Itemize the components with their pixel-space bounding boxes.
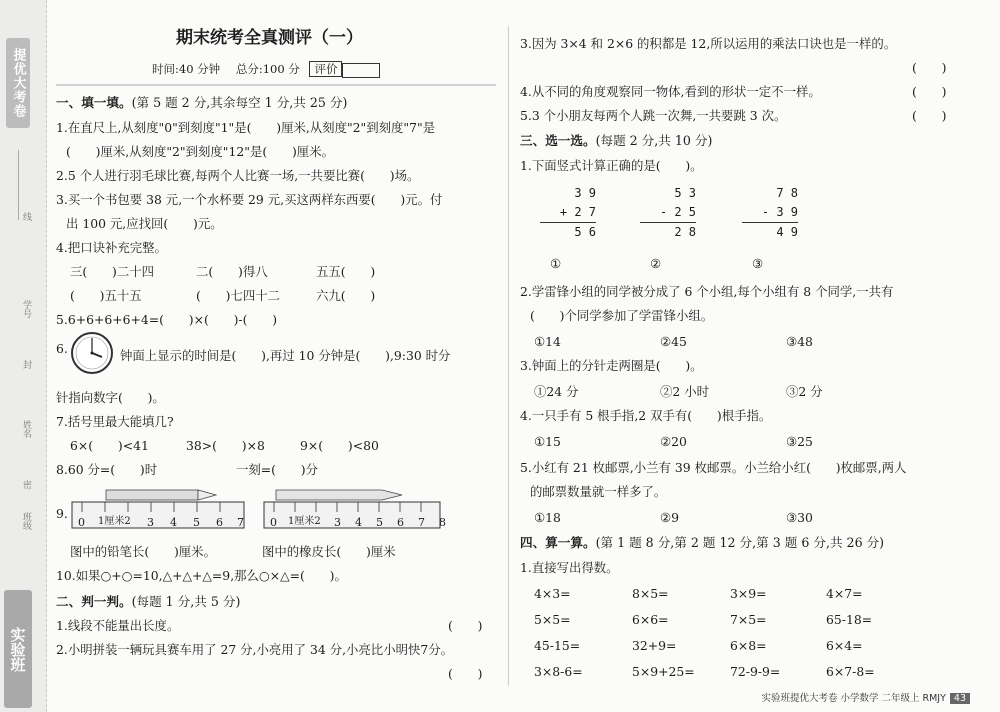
exam-total: 总分:100 分	[235, 62, 300, 76]
option-marker[interactable]: ②	[650, 256, 662, 271]
vc-result: 4 9	[776, 225, 798, 240]
ruler-tick-label: 6	[216, 516, 223, 529]
ruler-tick-label: 8	[439, 516, 446, 529]
ruler-tick-label: 4	[170, 516, 177, 529]
section-2-heading	[56, 594, 240, 610]
vc-top: 3 9	[574, 186, 596, 200]
q6-number: 6.	[56, 341, 68, 356]
ruler-tick-label: 0	[270, 516, 277, 529]
column-divider	[508, 26, 509, 686]
choice-5a: 5.小红有 21 枚邮票,小兰有 39 枚邮票。小兰给小红( )枚邮票,两人	[520, 460, 907, 475]
strip-label-class: 班级	[21, 512, 31, 530]
question-1b: ( )厘米,从刻度"2"到刻度"12"是( )厘米。	[66, 144, 334, 159]
choice-3: 3.钟面上的分针走两圈是( )。	[520, 358, 703, 373]
brand-logo-top: 提优大考卷	[6, 38, 30, 128]
calc-item: 5×5=	[534, 612, 571, 627]
strip-label-secret: 密	[21, 480, 31, 489]
ruler-tick-label: 6	[397, 516, 404, 529]
calc-item: 6×4=	[826, 638, 863, 653]
question-3b: 出 100 元,应找回( )元。	[66, 216, 223, 231]
calc-instruction: 1.直接写出得数。	[520, 560, 619, 575]
ruler-tick-label: 7	[237, 516, 244, 529]
calc-item: 6×7-8=	[826, 664, 875, 679]
strip-line	[18, 150, 19, 220]
option[interactable]: ②20	[660, 434, 687, 449]
ruler-tick-label: 1厘米2	[98, 516, 131, 527]
question-2: 2.5 个人进行羽毛球比赛,每两个人比赛一场,一共要比赛( )场。	[56, 168, 420, 183]
option[interactable]: ②2 小时	[660, 384, 709, 399]
section-4-heading	[520, 535, 884, 551]
rating-box[interactable]	[342, 63, 380, 78]
question-10: 10.如果○+○=10,△+△+△=9,那么○×△=( )。	[56, 568, 347, 583]
ruler-tick-label: 3	[147, 516, 154, 529]
strip-label-name: 姓名	[21, 420, 31, 438]
judge-3: 3.因为 3×4 和 2×6 的积都是 12,所以运用的乘法口诀也是一样的。	[520, 36, 897, 51]
ruler-tick-label: 5	[193, 516, 200, 529]
ruler-tick-label: 5	[376, 516, 383, 529]
ruler-tick-label: 1厘米2	[288, 516, 321, 527]
question-6a: 钟面上显示的时间是( ),再过 10 分钟是( ),9:30 时分	[120, 348, 451, 363]
question-9a: 图中的铅笔长( )厘米。	[70, 544, 216, 559]
q7-item: 6×( )<41	[70, 438, 149, 453]
page-footer	[761, 690, 970, 704]
q4-item: 六九( )	[316, 288, 376, 303]
section-2-title: 二、判一判。	[56, 594, 132, 609]
judge-2: 2.小明拼装一辆玩具赛车用了 27 分,小亮用了 34 分,小亮比小明快7分。	[56, 642, 454, 657]
option[interactable]: ①14	[534, 334, 561, 349]
question-6b: 针指向数字( )。	[56, 390, 165, 405]
clock-icon	[70, 331, 114, 375]
q4-item: 三( )二十四	[70, 264, 155, 279]
option[interactable]: ①24 分	[534, 384, 579, 399]
page-number: 43	[950, 693, 970, 704]
calc-item: 72-9-9=	[730, 664, 781, 679]
choice-2a: 2.学雷锋小组的同学被分成了 6 个小组,每个小组有 8 个同学,一共有	[520, 284, 894, 299]
section-1-heading	[56, 95, 347, 111]
exam-meta	[152, 61, 380, 78]
vc-mid: - 3 9	[761, 205, 798, 220]
q4-item: ( )七四十二	[196, 288, 281, 303]
judge-1: 1.线段不能量出长度。	[56, 618, 180, 633]
answer-paren[interactable]: ( )	[912, 108, 947, 123]
calc-item: 6×8=	[730, 638, 767, 653]
answer-paren[interactable]: ( )	[448, 618, 483, 633]
option[interactable]: ③30	[786, 510, 813, 525]
vertical-calc-3	[742, 184, 798, 243]
choice-4: 4.一只手有 5 根手指,2 双手有( )根手指。	[520, 408, 772, 423]
calc-item: 3×8-6=	[534, 664, 583, 679]
calc-item: 65-18=	[826, 612, 873, 627]
vc-mid: + 2 7	[559, 205, 596, 220]
answer-paren[interactable]: ( )	[912, 84, 947, 99]
binding-strip	[0, 0, 47, 712]
q4-item: 五五( )	[316, 264, 376, 279]
option-marker[interactable]: ③	[752, 256, 764, 271]
option-marker[interactable]: ①	[550, 256, 562, 271]
vc-result: 5 6	[574, 225, 596, 240]
q9-number: 9.	[56, 506, 68, 521]
question-9b: 图中的橡皮长( )厘米	[262, 544, 396, 559]
option[interactable]: ③2 分	[786, 384, 823, 399]
calc-item: 4×3=	[534, 586, 571, 601]
calc-item: 6×6=	[632, 612, 669, 627]
choice-2b: ( )个同学参加了学雷锋小组。	[530, 308, 714, 323]
section-4-title: 四、算一算。	[520, 535, 596, 550]
question-1a: 1.在直尺上,从刻度"0"到刻度"1"是( )厘米,从刻度"2"到刻度"7"是	[56, 120, 436, 135]
q4-item: ( )五十五	[70, 288, 142, 303]
answer-paren[interactable]: ( )	[912, 60, 947, 75]
section-3-heading	[520, 133, 712, 149]
judge-5: 5.3 个小朋友每两个人跳一次舞,一共要跳 3 次。	[520, 108, 787, 123]
brand-logo-bottom: 实验班	[4, 590, 32, 708]
strip-label-number: 学号	[21, 300, 31, 318]
question-8b: 一刻=( )分	[236, 462, 319, 477]
question-3a: 3.买一个书包要 38 元,一个水杯要 29 元,买这两样东西要( )元。付	[56, 192, 443, 207]
judge-4: 4.从不同的角度观察同一物体,看到的形状一定不一样。	[520, 84, 821, 99]
answer-paren[interactable]: ( )	[448, 666, 483, 681]
choice-5b: 的邮票数量就一样多了。	[530, 484, 667, 499]
option[interactable]: ②9	[660, 510, 679, 525]
question-5: 5.6+6+6+6+4=( )×( )-( )	[56, 312, 278, 327]
vc-top: 7 8	[776, 186, 798, 200]
footer-text: 实验班提优大考卷 小学数学 二年级上 RMJY	[761, 693, 946, 704]
section-1-note: (第 5 题 2 分,其余每空 1 分,共 25 分)	[131, 95, 348, 110]
ruler-tick-label: 4	[355, 516, 362, 529]
strip-label-seal: 封	[21, 360, 31, 369]
option[interactable]: ②45	[660, 334, 687, 349]
calc-item: 3×9=	[730, 586, 767, 601]
question-7: 7.括号里最大能填几?	[56, 414, 174, 429]
option[interactable]: ③25	[786, 434, 813, 449]
q7-item: 38>( )×8	[186, 438, 265, 453]
vc-result: 2 8	[674, 225, 696, 240]
section-1-title: 一、填一填。	[56, 95, 132, 110]
question-8a: 8.60 分=( )时	[56, 462, 158, 477]
calc-item: 4×7=	[826, 586, 863, 601]
rating-label: 评价	[309, 61, 342, 77]
calc-item: 5×9+25=	[632, 664, 695, 679]
section-3-title: 三、选一选。	[520, 133, 596, 148]
ruler-tick-label: 0	[78, 516, 85, 529]
vc-mid: - 2 5	[659, 205, 696, 220]
strip-label-line: 线	[21, 212, 31, 221]
header-rule	[56, 84, 496, 86]
section-3-note: (每题 2 分,共 10 分)	[595, 133, 713, 148]
ruler-tick-label: 7	[418, 516, 425, 529]
q4-item: 二( )得八	[196, 264, 268, 279]
section-4-note: (第 1 题 8 分,第 2 题 12 分,第 3 题 6 分,共 26 分)	[595, 535, 885, 550]
question-4: 4.把口诀补充完整。	[56, 240, 167, 255]
vertical-calc-1	[540, 184, 596, 243]
exam-time: 时间:40 分钟	[152, 62, 221, 76]
q7-item: 9×( )<80	[300, 438, 379, 453]
page-title: 期末统考全真测评（一）	[176, 28, 363, 48]
calc-item: 32+9=	[632, 638, 677, 653]
option[interactable]: ①15	[534, 434, 561, 449]
calc-item: 7×5=	[730, 612, 767, 627]
choice-1: 1.下面竖式计算正确的是( )。	[520, 158, 703, 173]
calc-item: 8×5=	[632, 586, 669, 601]
ruler-tick-label: 3	[334, 516, 341, 529]
section-2-note: (每题 1 分,共 5 分)	[131, 594, 241, 609]
calc-item: 45-15=	[534, 638, 581, 653]
vc-top: 5 3	[674, 186, 696, 200]
vertical-calc-2	[640, 184, 696, 243]
option[interactable]: ①18	[534, 510, 561, 525]
option[interactable]: ③48	[786, 334, 813, 349]
